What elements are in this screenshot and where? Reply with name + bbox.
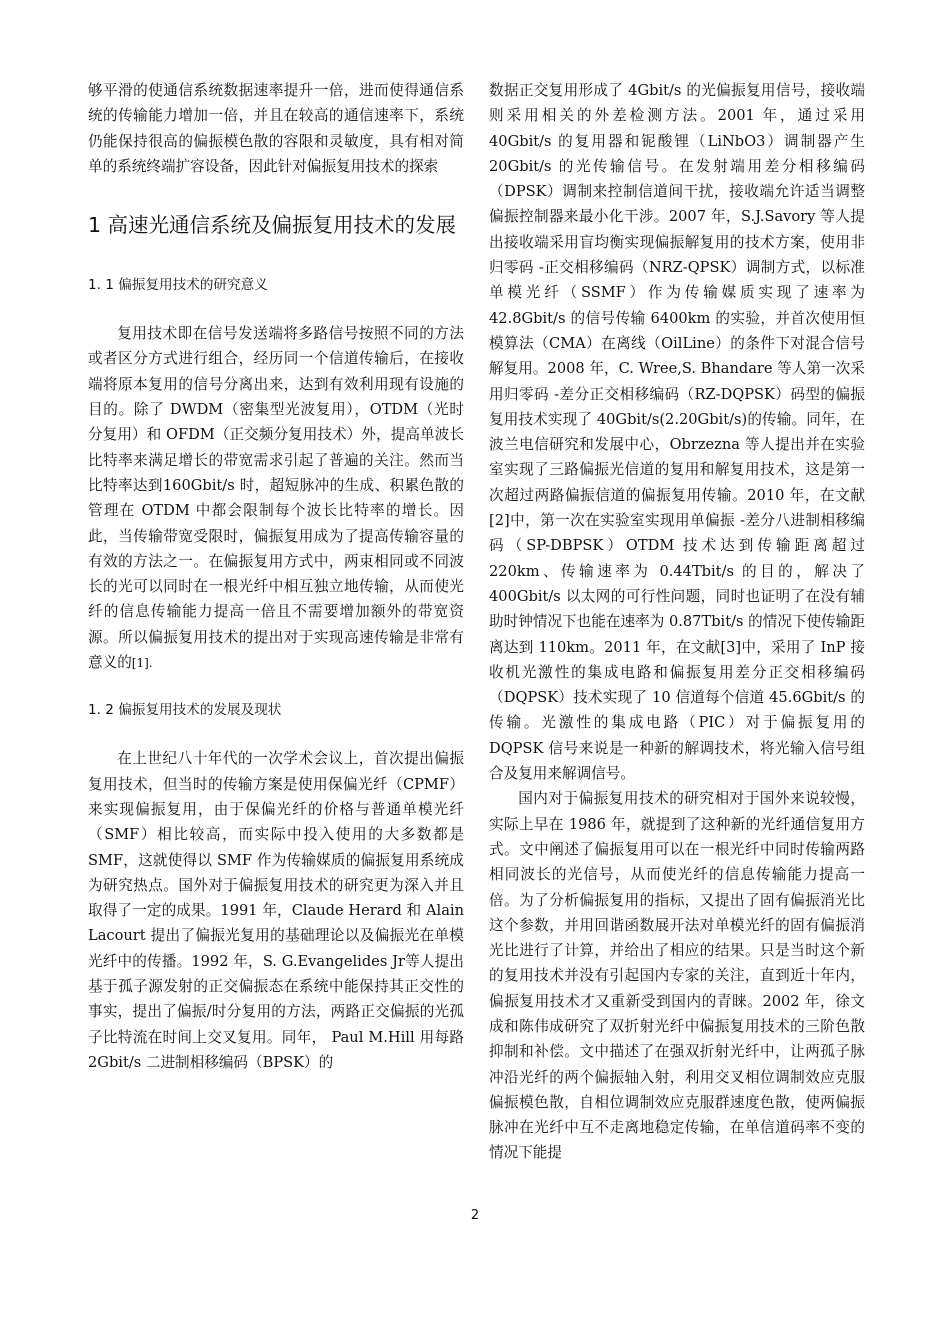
section-1-1-text: 复用技术即在信号发送端将多路信号按照不同的方法或者区分方式进行组合，经历同一个信道传输后，在接收端将原本复用的信号分离出来，达到有效利用现有设施的目的。除了 DWDM（密集型光波复用），OTDM（光时分复用）和 OFDM（正交频分复用技术）外，提高单波长比特率来满足增长的带宽需求引起了普遍的关注。然而当比特率达到160Gbit/s 时，超短脉冲的生成、积累色散的管理在 OTDM 中都会限制每个波长比特率的增长。因此，当传输带宽受限时，偏振复用成为了提高传输容量的有效的方法之一。在偏振复用方式中，两束相同或不同波长的光可以同时在一根光纤中相互独立地传输，从而使光纤的信息传输能力提高一倍且不需要增加额外的带宽资源。所以偏振复用技术的提出对于实现高速传输是非常有意义的	[88, 325, 464, 672]
continued-paragraph: 数据正交复用形成了 4Gbit/s 的光偏振复用信号，接收端则采用相关的外差检测方法。2001 年，通过采用 40Gbit/s 的复用器和铌酸锂（LiNbO3）调制器产生 20Gbit/s 的光传输信号。在发射端用差分相移编码（DPSK）调制来控制信道间干扰，接收端允许适当调整偏振控制器来最小化干涉。2007 年，S.J.Savory 等人提出接收端采用盲均衡实现偏振解复用的技术方案，使用非归零码 -正交相移编码（NRZ-QPSK）调制方式，以标准单模光纤（SSMF）作为传输媒质实现了速率为 42.8Gbit/s 的信号传输 6400km 的实验，并首次使用恒模算法（CMA）在离线（OilLine）的条件下对混合信号解复用。2008 年，C. Wree,S. Bhandare 等人第一次采用归零码 -差分正交相移编码（RZ-DQPSK）码型的偏振复用技术实现了 40Gbit/s(2.20Gbit/s)的传输。同年，在波兰电信研究和发展中心，Obrzezna 等人提出并在实验室实现了三路偏振光信道的复用和解复用技术，这是第一次超过两路偏振信道的偏振复用传输。2010 年，在文献[2]中，第一次在实验室实现用单偏振 -差分八进制相移编码（SP-DBPSK）OTDM 技术达到传输距离超过 220km、传输速率为 0.44Tbit/s 的目的，解决了 400Gbit/s 以太网的可行性问题，同时也证明了在没有辅助时钟情况下也能在速率为 0.87Tbit/s 的情况下使传输距离达到 110km。2011 年，在文献[3]中，采用了 InP 接收机光激性的集成电路和偏振复用差分正交相移编码（DQPSK）技术实现了 10 信道每个信道 45.6Gbit/s 的传输。光激性的集成电路（PIC）对于偏振复用的 DQPSK 信号来说是一种新的解调技术，将光输入信号组合及复用来解调信号。	[489, 82, 865, 783]
section-1-2-paragraph: 在上世纪八十年代的一次学术会议上，首次提出偏振复用技术，但当时的传输方案是使用保偏光纤（CPMF）来实现偏振复用，由于保偏光纤的价格与普通单模光纤（SMF）相比较高，而实际中投入使用的大多数都是 SMF，这就使得以 SMF 作为传输媒质的偏振复用系统成为研究热点。国外对于偏振复用技术的研究更为深入并且取得了一定的成果。1991 年，Claude Herard 和 Alain Lacourt 提出了偏振光复用的基础理论以及偏振光在单模光纤中的传播。1992 年，S. G.Evangelides Jr等人提出基于孤子源发射的正交偏振态在系统中能保持其正交性的事实，提出了偏振/时分复用的方法，两路正交偏振的光孤子比特流在时间上交叉复用。同年， Paul M.Hill 用每路 2Gbit/s 二进制相移编码（BPSK）的	[88, 750, 464, 1071]
intro-paragraph: 够平滑的使通信系统数据速率提升一倍，进而使得通信系统的传输能力增加一倍，并且在较高的通信速率下，系统仍能保持很高的偏振模色散的容限和灵敏度，具有相对简单的系统终端扩容设备，因此针对偏振复用技术的探索	[88, 82, 464, 175]
right-column	[489, 78, 865, 1166]
citation-1: [1].	[131, 656, 153, 671]
left-column	[88, 78, 464, 1075]
page-number: 2	[470, 1208, 480, 1223]
section-1-heading: 1 高速光通信系统及偏振复用技术的发展	[88, 213, 457, 238]
section-1-1-paragraph	[88, 321, 464, 676]
section-1-2-heading: 1. 2 偏振复用技术的发展及现状	[88, 702, 282, 719]
section-1-1-heading: 1. 1 偏振复用技术的研究意义	[88, 277, 268, 294]
domestic-research-paragraph: 国内对于偏振复用技术的研究相对于国外来说较慢，实际上早在 1986 年，就提到了这种新的光纤通信复用方式。文中阐述了偏振复用可以在一根光纤中同时传输两路相同波长的光信号，从而使光纤的信息传输能力提高一倍。为了分析偏振复用的指标，又提出了固有偏振消光比这个参数，并用回谐函数展开法对单模光纤的固有偏振消光比进行了计算，并给出了相应的结果。只是当时这个新的复用技术并没有引起国内专家的关注，直到近十年内，偏振复用技术才又重新受到国内的青睐。2002 年，徐文成和陈伟成研究了双折射光纤中偏振复用技术的三阶色散抑制和补偿。文中描述了在强双折射光纤中，让两孤子脉冲沿光纤的两个偏振轴入射，利用交叉相位调制效应克服偏振模色散，自相位调制效应克服群速度色散，使两偏振脉冲在光纤中互不走离地稳定传输，在单信道码率不变的情况下能提	[489, 790, 865, 1162]
